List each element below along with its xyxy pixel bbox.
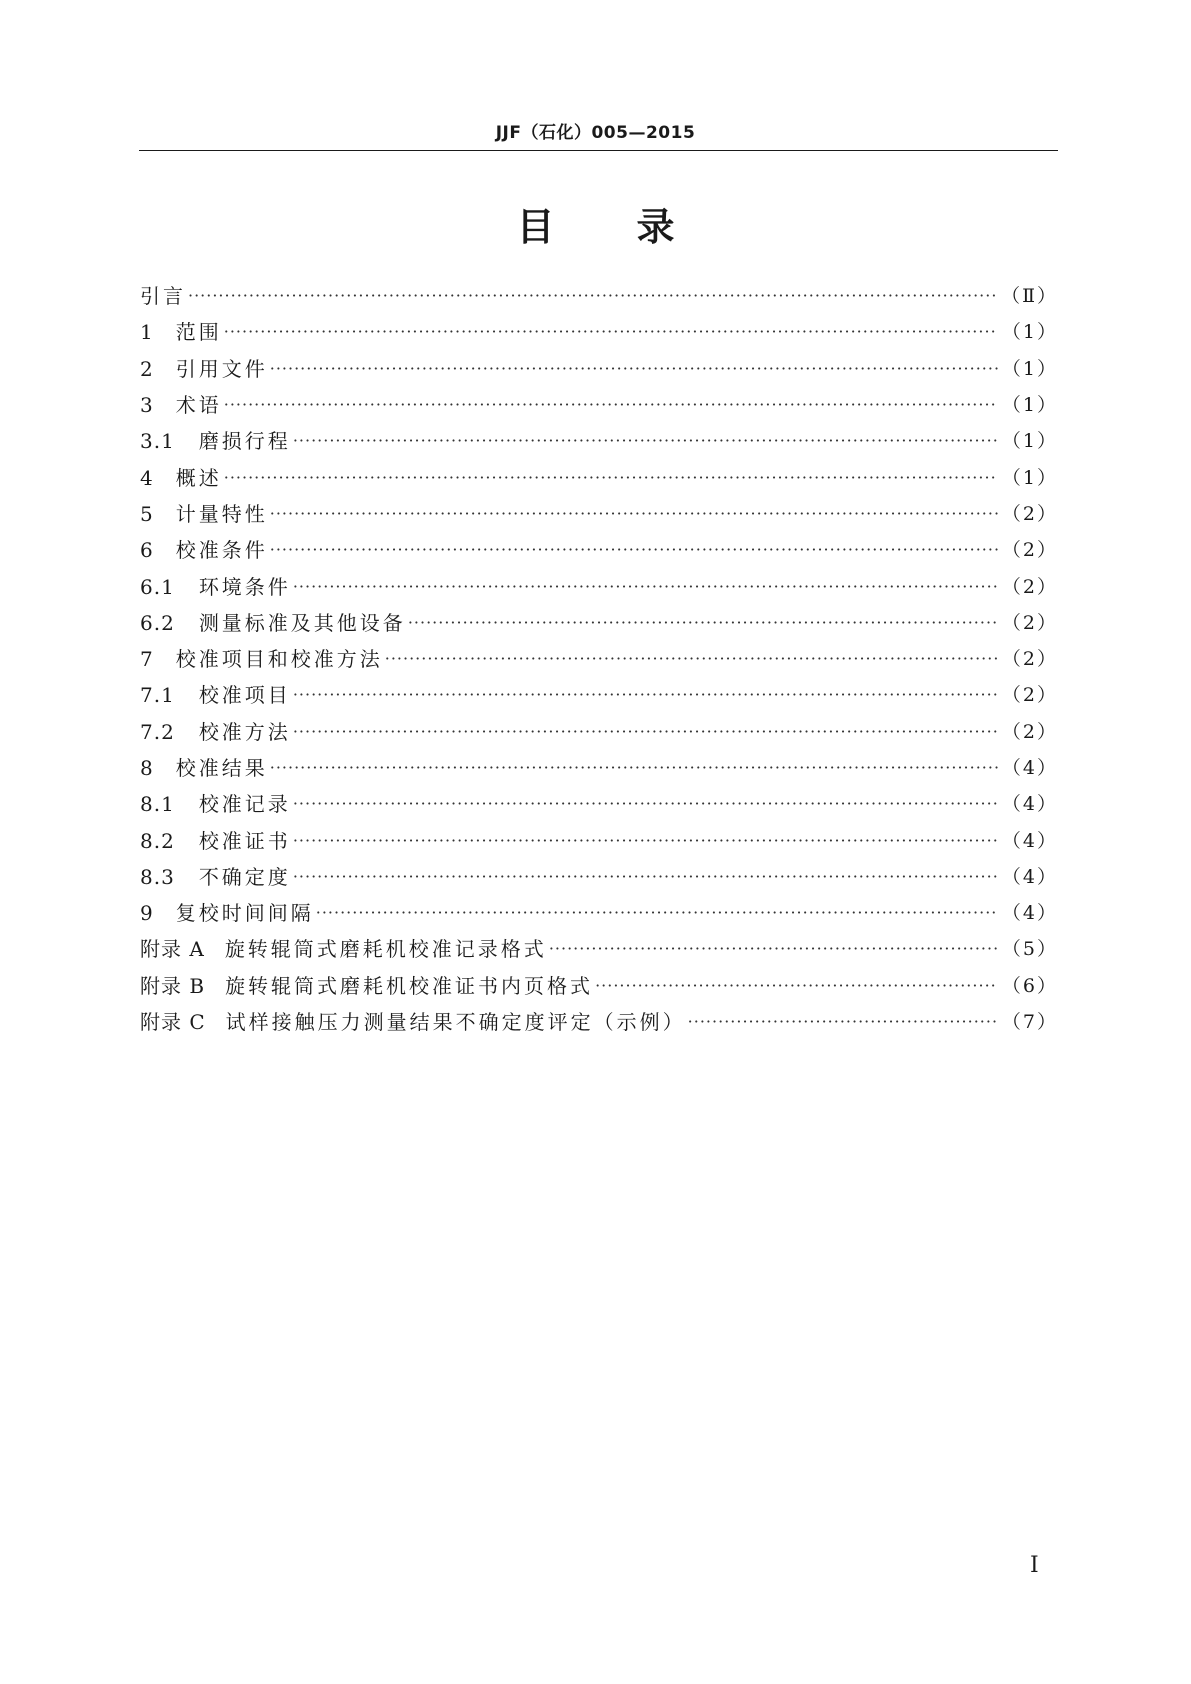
- toc-entry-number: 5: [140, 501, 154, 526]
- toc-entry[interactable]: [140, 1004, 1058, 1040]
- toc-entry-page: （1）: [1001, 394, 1058, 417]
- toc-entry[interactable]: [140, 822, 1058, 858]
- toc-entry[interactable]: [140, 968, 1058, 1004]
- toc-entry-label: 校准项目和校准方法: [175, 647, 383, 672]
- toc-entry-label: 计量特性: [175, 501, 268, 526]
- toc-entry[interactable]: [140, 750, 1058, 786]
- toc-entry-label: 范围: [175, 320, 222, 345]
- toc-dot-leader: [293, 865, 998, 889]
- toc-dot-leader: [293, 720, 998, 744]
- toc-entry-page: （2）: [1001, 539, 1058, 562]
- toc-dot-leader: [270, 502, 998, 526]
- toc-entry-number: 2: [140, 356, 154, 381]
- toc-entry[interactable]: [140, 677, 1058, 713]
- toc-entry-page: （4）: [1001, 829, 1058, 852]
- toc-entry-page: （2）: [1001, 575, 1058, 598]
- toc-dot-leader: [224, 320, 998, 344]
- toc-entry[interactable]: [140, 859, 1058, 895]
- toc-entry-label: 校准证书: [198, 828, 291, 853]
- header-rule: [139, 150, 1058, 151]
- toc-entry-number: 附录 A: [140, 937, 205, 962]
- toc-entry-label: 旋转辊筒式磨耗机校准证书内页格式: [225, 973, 594, 998]
- toc-entry-number: 7.1: [140, 683, 175, 708]
- toc-entry-page: （4）: [1001, 757, 1058, 779]
- toc-dot-leader: [293, 683, 998, 707]
- toc-dot-leader: [270, 357, 998, 381]
- toc-entry[interactable]: [140, 496, 1058, 532]
- toc-entry-number: 1: [140, 320, 154, 345]
- toc-entry-number: 8.3: [140, 864, 175, 889]
- toc-entry-page: （2）: [1001, 648, 1058, 671]
- toc-entry[interactable]: [140, 605, 1058, 641]
- toc-dot-leader: [408, 611, 998, 635]
- toc-dot-leader: [188, 284, 997, 308]
- toc-entry-number: 3: [140, 393, 154, 418]
- toc-entry[interactable]: [140, 895, 1058, 931]
- toc-entry-page: （5）: [1001, 938, 1058, 961]
- page-number: Ⅰ: [1030, 1553, 1039, 1578]
- toc-entry[interactable]: [140, 786, 1058, 822]
- toc-entry-page: （1）: [1001, 466, 1058, 489]
- toc-entry-number: 7: [140, 647, 154, 672]
- toc-entry[interactable]: [140, 387, 1058, 423]
- toc-entry-label: 试样接触压力测量结果不确定度评定（示例）: [225, 1010, 686, 1035]
- toc-entry[interactable]: [140, 351, 1058, 387]
- toc-entry-page: （2）: [1001, 720, 1058, 743]
- toc-entry-number: 4: [140, 465, 154, 490]
- toc-entry-label: 校准项目: [198, 683, 291, 708]
- toc-dot-leader: [224, 393, 998, 417]
- toc-dot-leader: [316, 901, 998, 925]
- toc-entry-number: 9: [140, 901, 154, 926]
- toc-entry-label: 术语: [175, 393, 222, 418]
- table-of-contents: [140, 278, 1058, 1040]
- toc-dot-leader: [549, 937, 998, 961]
- toc-entry-label: 测量标准及其他设备: [198, 610, 406, 635]
- toc-entry-label: 引用文件: [175, 356, 268, 381]
- toc-entry-number: 6: [140, 538, 154, 563]
- toc-dot-leader: [688, 1010, 998, 1034]
- toc-entry-page: （2）: [1001, 684, 1058, 707]
- toc-entry[interactable]: [140, 532, 1058, 568]
- toc-entry-number: 8: [140, 756, 154, 780]
- toc-entry-number: 附录 C: [140, 1010, 206, 1035]
- toc-entry[interactable]: [140, 641, 1058, 677]
- toc-entry-label: 校准结果: [175, 756, 268, 780]
- toc-entry[interactable]: [140, 423, 1058, 459]
- toc-dot-leader: [293, 575, 998, 599]
- toc-entry-label: 磨损行程: [198, 429, 291, 454]
- document-code-header: JJF（石化）005—2015: [495, 123, 696, 143]
- toc-dot-leader: [224, 466, 998, 490]
- toc-entry[interactable]: [140, 278, 1058, 314]
- toc-entry-number: 6.2: [140, 610, 175, 635]
- toc-entry[interactable]: [140, 314, 1058, 350]
- toc-entry-page: （4）: [1001, 865, 1058, 888]
- title-char-1: 目: [516, 205, 555, 249]
- toc-entry-page: （1）: [1001, 321, 1058, 344]
- toc-entry-number: 8.1: [140, 792, 175, 817]
- toc-entry-page: （1）: [1001, 357, 1058, 380]
- toc-entry-label: 校准方法: [198, 719, 291, 744]
- toc-entry-page: （7）: [1001, 1011, 1058, 1034]
- toc-entry-page: （1）: [1001, 430, 1058, 453]
- toc-entry-page: （4）: [1001, 902, 1058, 925]
- toc-entry-label: 校准记录: [198, 792, 291, 817]
- toc-dot-leader: [293, 792, 998, 816]
- toc-dot-leader: [385, 647, 998, 671]
- toc-entry-label: 概述: [175, 465, 222, 490]
- toc-entry-label: 引言: [140, 284, 186, 309]
- page-title: [0, 196, 1191, 251]
- toc-entry-page: （2）: [1001, 502, 1058, 525]
- toc-entry-number: 附录 B: [140, 973, 206, 998]
- toc-entry-label: 环境条件: [198, 574, 291, 599]
- toc-dot-leader: [293, 829, 998, 853]
- toc-entry-label: 校准条件: [175, 538, 268, 563]
- toc-entry[interactable]: [140, 931, 1058, 967]
- title-gap: [555, 196, 637, 251]
- toc-dot-leader: [595, 974, 998, 998]
- toc-entry-label: 复校时间间隔: [175, 901, 314, 926]
- toc-entry-label: 不确定度: [198, 864, 291, 889]
- toc-entry-page: （Ⅱ）: [1001, 285, 1058, 308]
- toc-entry-number: 6.1: [140, 574, 175, 599]
- toc-dot-leader: [293, 429, 998, 453]
- title-char-2: 录: [636, 205, 675, 249]
- toc-entry-number: 7.2: [140, 719, 175, 744]
- toc-entry[interactable]: [140, 714, 1058, 750]
- toc-entry[interactable]: [140, 568, 1058, 604]
- toc-entry-page: （2）: [1001, 611, 1058, 634]
- toc-dot-leader: [270, 756, 998, 780]
- toc-entry-page: （6）: [1001, 974, 1058, 997]
- toc-entry[interactable]: [140, 459, 1058, 495]
- toc-entry-number: 8.2: [140, 828, 175, 853]
- toc-entry-page: （4）: [1001, 793, 1058, 816]
- toc-dot-leader: [270, 538, 998, 562]
- toc-entry-label: 旋转辊筒式磨耗机校准记录格式: [224, 937, 547, 962]
- toc-entry-number: 3.1: [140, 429, 175, 454]
